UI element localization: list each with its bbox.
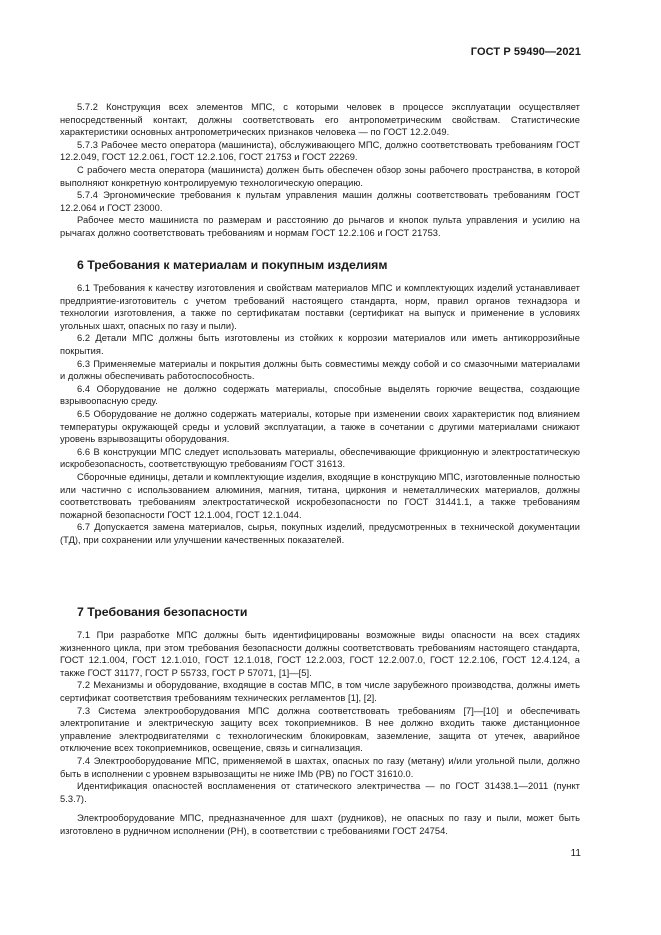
paragraph-6-4: 6.4 Оборудование не должно содержать материалы, способные выделять горючие вещества, создающие взрывоопасную среду. <box>60 383 580 407</box>
section-7-text <box>60 629 580 838</box>
paragraph-7-1: 7.1 При разработке МПС должны быть идентифицированы возможные виды опасности на всех стадиях жизненного цикла, при этом требования безопасности должны соответствовать требованиям настоящего стандарта, ГОСТ 12.1.004, ГОСТ 12.1.010, ГОСТ 12.1.018, ГОСТ 12.2.003, ГОСТ 12.2.007.0, ГОСТ 12.2.106, ГОСТ 12.4.124, а также ГОСТ 31177, ГОСТ Р 55733, ГОСТ Р 57071, [1]—[5]. <box>60 630 580 678</box>
paragraph-7-4: 7.4 Электрооборудование МПС, применяемой в шахтах, опасных по газу (метану) и/или угольной пыли, должно быть в исполнении с уровнем взрывозащиты не ниже IMb (РВ) по ГОСТ 31610.0. <box>60 755 580 779</box>
paragraph-6-6: 6.6 В конструкции МПС следует использовать материалы, обеспечивающие фрикционную и электростатическую искробезопасность, соответствующую требованиям ГОСТ 31613. <box>60 446 580 470</box>
document-code-header: ГОСТ Р 59490—2021 <box>470 46 581 58</box>
paragraph-6-2: 6.2 Детали МПС должны быть изготовлены из стойких к коррозии материалов или иметь антикоррозийные покрытия. <box>60 333 580 356</box>
section-5-7-text <box>60 101 580 240</box>
paragraph-assembly-units: Сборочные единицы, детали и комплектующие изделия, входящие в конструкцию МПС, изготовленные полностью или частично с использованием алюминия, магния, титана, циркония и неметаллических материалов, должны соответствовать требованиям электростатической искробезопасности по ГОСТ 31441.1, а также требованиям пожарной безопасности ГОСТ 12.1.004, ГОСТ 12.1.044. <box>60 471 580 520</box>
section-6-title: 6 Требования к материалам и покупным изделиям <box>77 258 388 272</box>
paragraph-5-7-4: 5.7.4 Эргономические требования к пультам управления машин должны соответствовать требованиям ГОСТ 12.2.064 и ГОСТ 23000. <box>60 190 580 213</box>
paragraph-5-7-2: 5.7.2 Конструкция всех элементов МПС, с которыми человек в процессе эксплуатации осуществляет непосредственный контакт, должны соответствовать его антропометрическим свойствам. Статистические характеристики основных антропометрических признаков человека — по ГОСТ 12.2.049. <box>60 102 580 138</box>
paragraph-6-5: 6.5 Оборудование не должно содержать материалы, которые при изменении своих характеристик под влиянием температуры окружающей среды и условий эксплуатации, а также в сочетании с другими материалами снижают уровень взрывозащиты оборудования. <box>60 408 580 445</box>
section-7-title: 7 Требования безопасности <box>77 605 248 619</box>
section-6-text <box>60 282 580 546</box>
paragraph-6-3: 6.3 Применяемые материалы и покрытия должны быть совместимы между собой и со смазочными материалами и должны обеспечивать работоспособность. <box>60 358 580 382</box>
paragraph-6-1: 6.1 Требования к качеству изготовления и свойствам материалов МПС и комплектующих изделий устанавливает предприятие-изготовитель с учетом требований настоящего стандарта, норм, правил органов технадзора и технологии изготовления, а также по сертификатам поставки (сертификат на выпуск и применение в условиях угольных шахт, опасных по газу и пыли). <box>60 283 580 331</box>
paragraph-7-2: 7.2 Механизмы и оборудование, входящие в состав МПС, в том числе зарубежного производства, должны иметь сертификат соответствия требованиям технических регламентов [1], [2]. <box>60 680 580 703</box>
paragraph-7-3: 7.3 Система электрооборудования МПС должна соответствовать требованиям [7]—[10] и обеспечивать электропитание и электрическую защиту всех токоприемников. В нее должно входить также дистанционное управление электродвигателями с технологическим блокировкам, заземление, защита от утечек, аварийное отключение всех токоприемников, освещение, связь и сигнализация. <box>60 705 580 754</box>
paragraph-5-7-3: 5.7.3 Рабочее место оператора (машиниста), обслуживающего МПС, должно соответствовать требованиям ГОСТ 12.2.049, ГОСТ 12.2.061, ГОСТ 12.2.106, ГОСТ 21753 и ГОСТ 22269. <box>60 139 580 163</box>
paragraph-6-7: 6.7 Допускается замена материалов, сырья, покупных изделий, предусмотренных в технической документации (ТД), при сохранении или улучшении качественных показателей. <box>60 522 580 545</box>
paragraph-static-ignition: Идентификация опасностей воспламенения от статического электричества — по ГОСТ 31438.1—2011 (пункт 5.3.7). <box>60 781 580 804</box>
paragraph-mine-equipment: Электрооборудование МПС, предназначенное для шахт (рудников), не опасных по газу и пыли, может быть изготовлено в рудничном исполнении (РН), в соответствии с требованиями ГОСТ 24754. <box>60 813 580 836</box>
paragraph-driver-workplace: Рабочее место машиниста по размерам и расстоянию до рычагов и кнопок пульта управления и усилию на рычагах должно соответствовать требованиям и нормам ГОСТ 12.2.106 и ГОСТ 21753. <box>60 215 580 238</box>
paragraph-workplace-view: С рабочего места оператора (машиниста) должен быть обеспечен обзор зоны рабочего пространства, в которой выполняют конкретную контролируемую технологическую операцию. <box>60 164 580 188</box>
page-number: 11 <box>570 848 581 859</box>
